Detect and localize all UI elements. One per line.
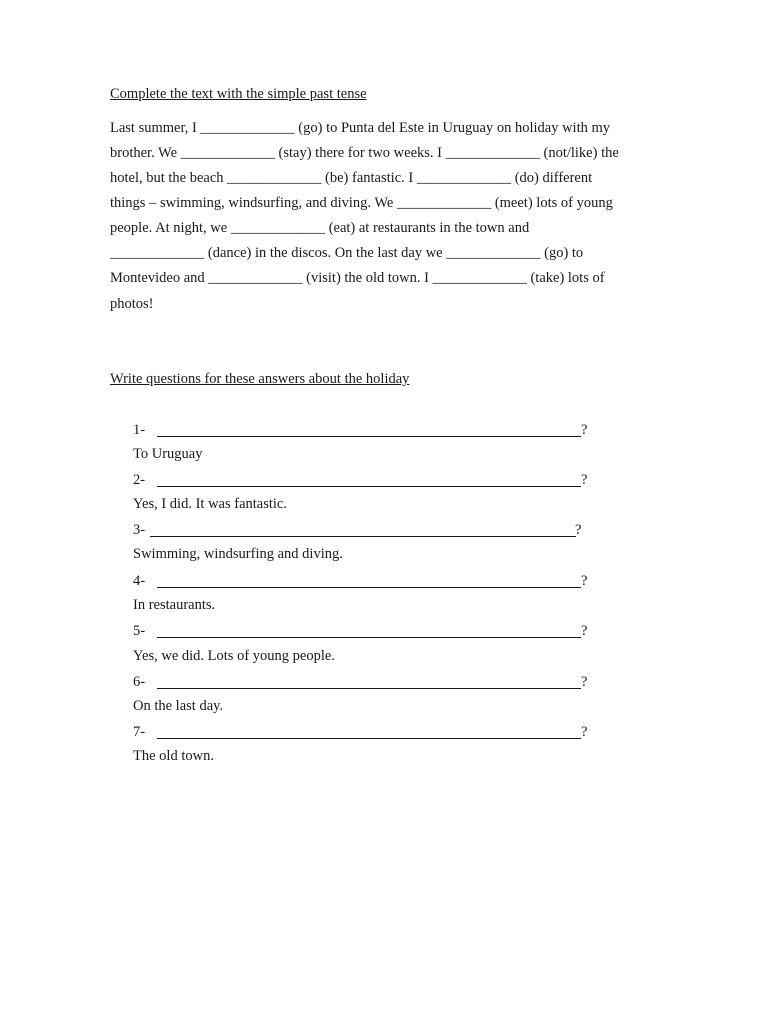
question-number: 5- [133,623,146,639]
paragraph-line: photos! [110,296,154,312]
section-1-heading: Complete the text with the simple past tense [110,86,367,102]
paragraph-line: Montevideo and _____________ (visit) the old town. I _____________ (take) lots of [110,270,605,286]
question-number: 2- [133,472,146,488]
question-mark: ? [581,422,588,438]
question-answer-line[interactable] [157,436,581,437]
question-mark: ? [581,573,588,589]
paragraph-line: brother. We _____________ (stay) there for two weeks. I _____________ (not/like) the [110,145,619,161]
question-number: 7- [133,724,146,740]
paragraph-line: things – swimming, windsurfing, and diving. We _____________ (meet) lots of young [110,195,613,211]
question-answer-line[interactable] [157,486,581,487]
question-number: 3- [133,522,146,538]
answer-text: On the last day. [133,698,224,714]
question-mark: ? [581,674,588,690]
question-answer-line[interactable] [157,587,581,588]
section-2-heading: Write questions for these answers about the holiday [110,371,410,387]
question-number: 4- [133,573,146,589]
question-answer-line[interactable] [150,536,576,537]
question-answer-line[interactable] [157,637,581,638]
question-mark: ? [581,724,588,740]
answer-text: To Uruguay [133,446,203,462]
question-mark: ? [575,522,582,538]
question-answer-line[interactable] [157,738,581,739]
paragraph-line: people. At night, we _____________ (eat) at restaurants in the town and [110,220,530,236]
question-mark: ? [581,623,588,639]
answer-text: Yes, I did. It was fantastic. [133,496,287,512]
paragraph-line: Last summer, I _____________ (go) to Punta del Este in Uruguay on holiday with my [110,120,611,136]
question-answer-line[interactable] [157,688,581,689]
question-number: 6- [133,674,146,690]
question-number: 1- [133,422,146,438]
question-mark: ? [581,472,588,488]
answer-text: In restaurants. [133,597,216,613]
paragraph-line: hotel, but the beach _____________ (be) fantastic. I _____________ (do) different [110,170,593,186]
paragraph-line: _____________ (dance) in the discos. On the last day we _____________ (go) to [110,245,584,261]
answer-text: Swimming, windsurfing and diving. [133,546,343,562]
answer-text: Yes, we did. Lots of young people. [133,648,335,664]
answer-text: The old town. [133,748,214,764]
